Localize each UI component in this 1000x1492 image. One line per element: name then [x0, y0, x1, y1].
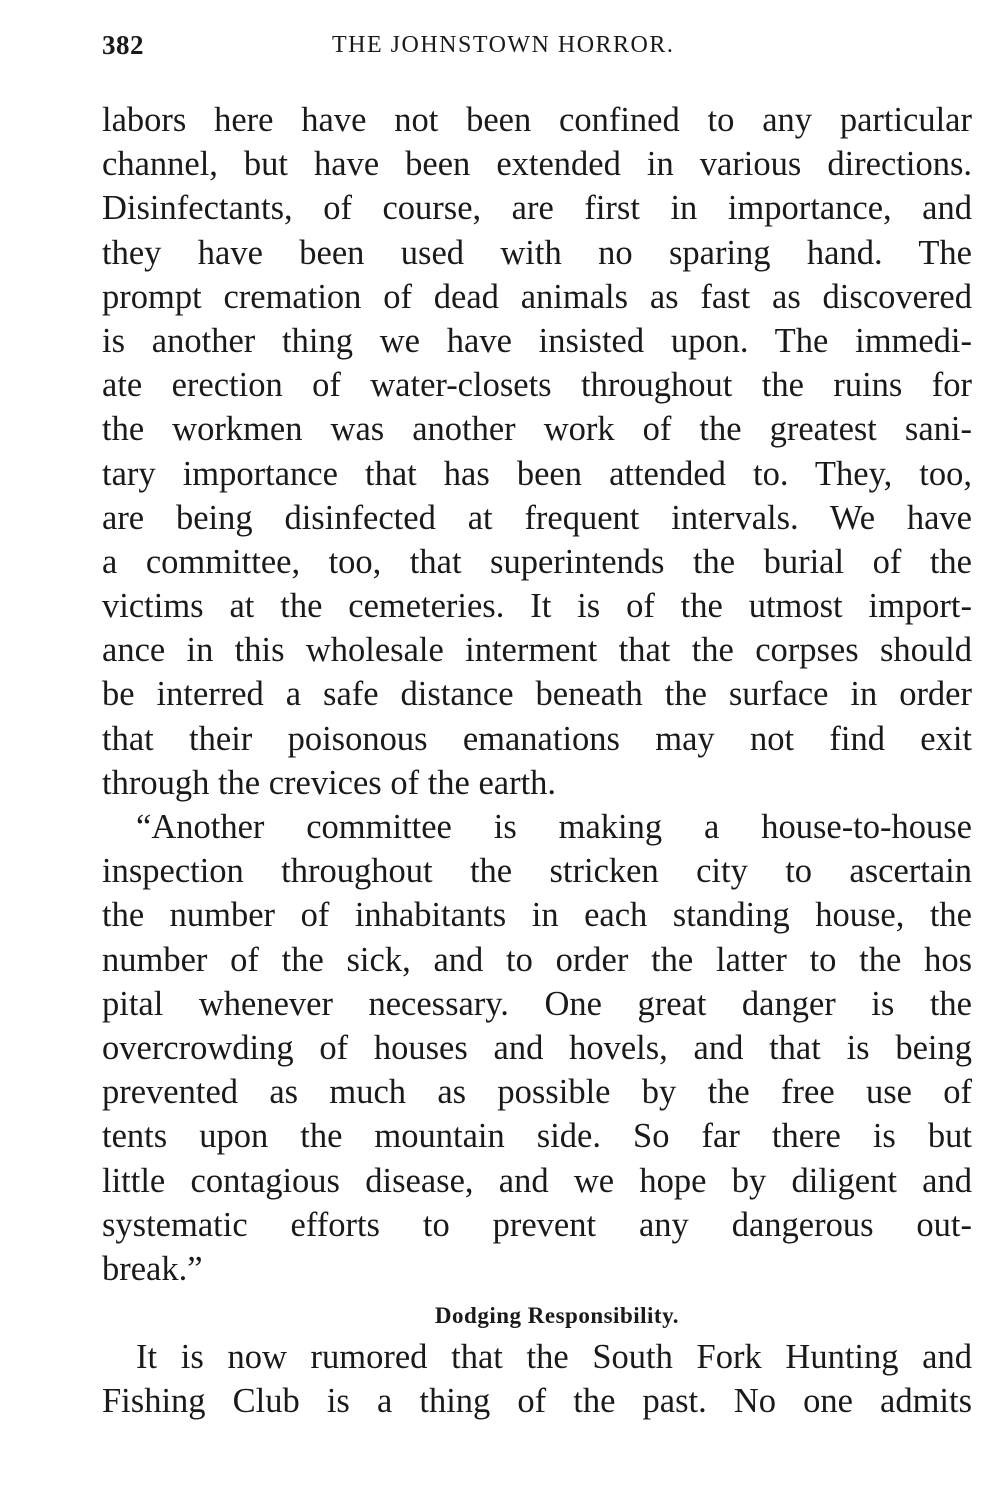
text-line: tents upon the mountain side. So far there is but	[102, 1117, 972, 1156]
text-line: systematic efforts to prevent any dangerous out-	[102, 1205, 972, 1244]
text-line: labors here have not been confined to any particular	[102, 101, 972, 139]
text-line: they have been used with no sparing hand. The	[102, 233, 972, 272]
text-line: is another thing we have insisted upon. The immedi-	[102, 321, 972, 360]
body-text	[102, 98, 972, 1423]
text-line: the workmen was another work of the greatest sani-	[102, 410, 972, 449]
text-line: number of the sick, and to order the latter to the hos	[102, 940, 972, 979]
paragraph-1	[102, 98, 972, 805]
text-line: ance in this wholesale interment that the corpses should	[102, 631, 972, 670]
text-line: overcrowding of houses and hovels, and that is being	[102, 1028, 972, 1067]
text-line: through the crevices of the earth.	[102, 763, 557, 802]
text-line: break.”	[102, 1249, 203, 1288]
text-line: little contagious disease, and we hope by diligent and	[102, 1161, 972, 1200]
paragraph-2	[102, 805, 972, 1291]
text-line: channel, but have been extended in various directions.	[102, 145, 972, 184]
text-line: Disinfectants, of course, are first in importance, and	[102, 189, 972, 228]
text-line: “Another committee is making a house-to-house	[136, 808, 972, 846]
page-header	[100, 30, 972, 74]
text-line: victims at the cemeteries. It is of the utmost import-	[102, 587, 972, 626]
text-line: prevented as much as possible by the free use of	[102, 1073, 972, 1112]
text-line: be interred a safe distance beneath the surface in order	[102, 675, 972, 714]
text-line: prompt cremation of dead animals as fast as discovered	[102, 277, 972, 316]
running-head: THE JOHNSTOWN HORROR.	[332, 32, 675, 58]
text-line: the number of inhabitants in each standing house, the	[102, 896, 972, 935]
section-heading: Dodging Responsibility.	[434, 1303, 680, 1329]
text-line: tary importance that has been attended to. They, too,	[102, 454, 972, 493]
page-number: 382	[102, 30, 144, 60]
text-line: Fishing Club is a thing of the past. No one admits	[102, 1382, 972, 1421]
text-line: pital whenever necessary. One great danger is the	[102, 984, 972, 1023]
text-line: ate erection of water-closets throughout the ruins for	[102, 366, 972, 405]
text-line: inspection throughout the stricken city to ascertain	[102, 852, 972, 891]
paragraph-3	[102, 1335, 972, 1423]
text-line: that their poisonous emanations may not find exit	[102, 719, 972, 758]
text-line: It is now rumored that the South Fork Hunting and	[136, 1338, 972, 1377]
text-line: are being disinfected at frequent intervals. We have	[102, 498, 972, 537]
text-line: a committee, too, that superintends the burial of the	[102, 542, 972, 581]
